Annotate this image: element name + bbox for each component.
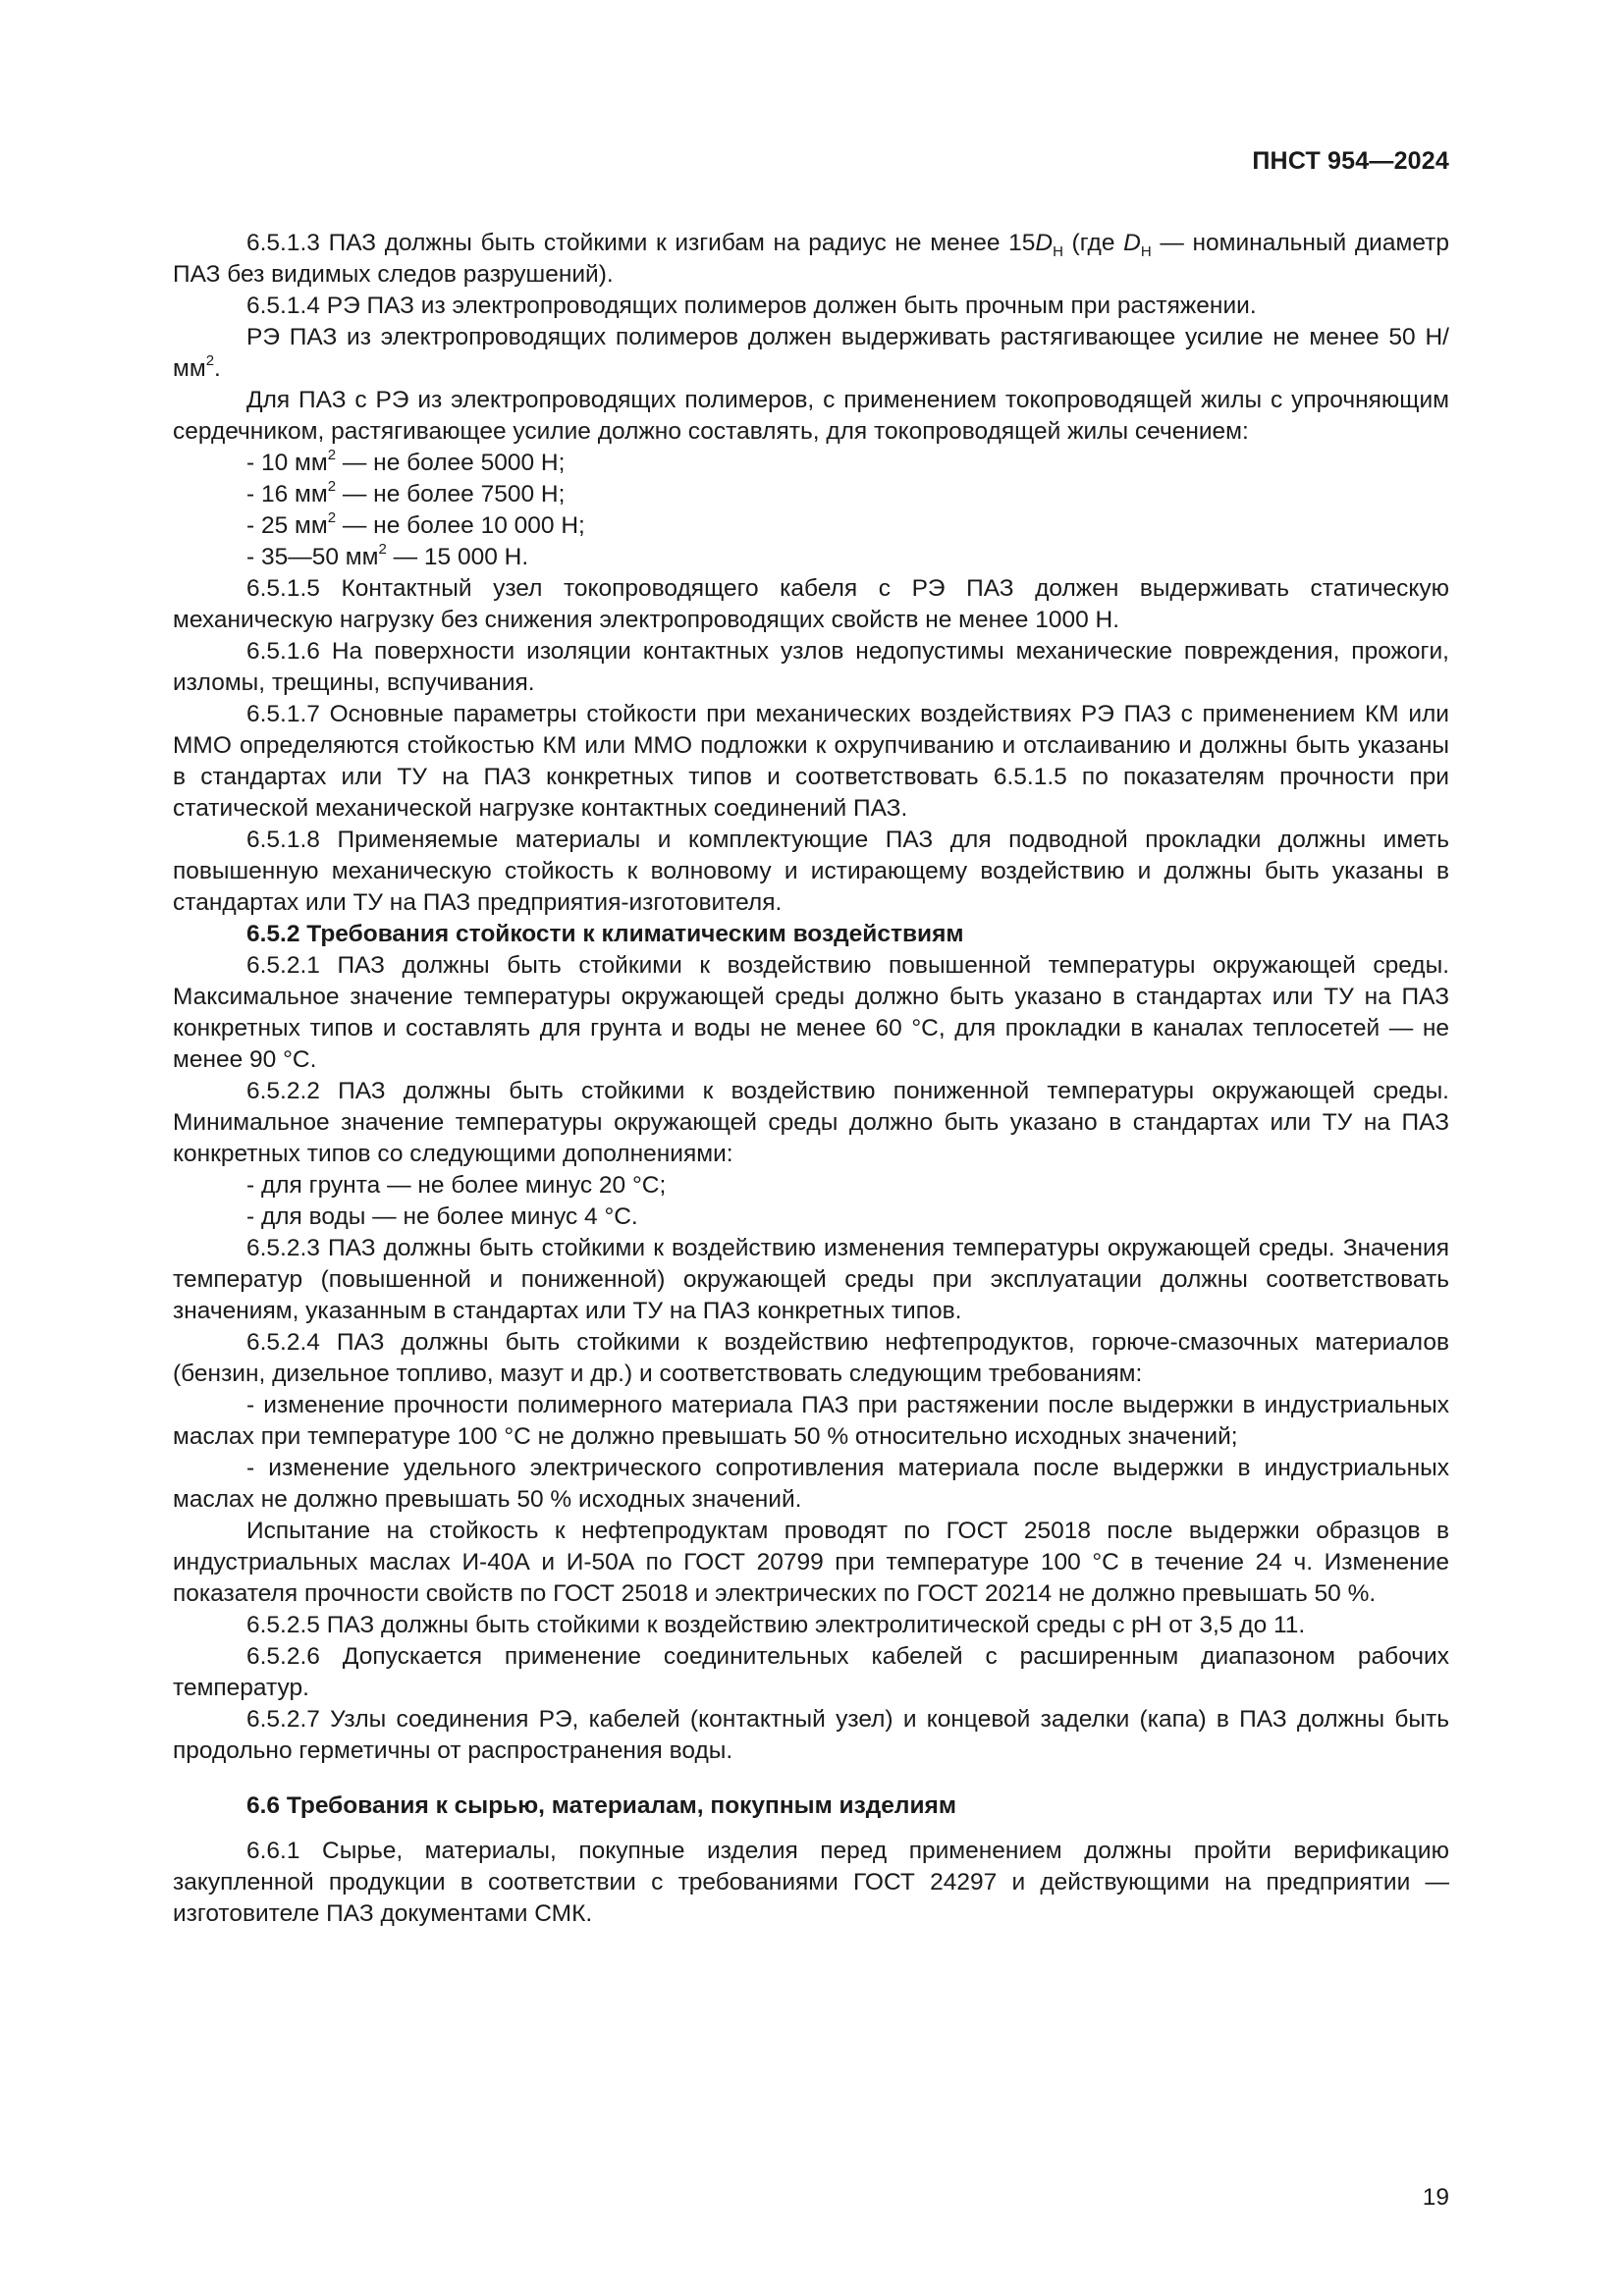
clause-text: . bbox=[214, 355, 221, 382]
list-text: — не более 7500 Н; bbox=[336, 481, 566, 507]
list-text: - 16 мм bbox=[246, 481, 328, 507]
symbol-d: D bbox=[1123, 230, 1141, 256]
clause-6-5-2-6: 6.5.2.6 Допускается применение соединительных кабелей с расширенным диапазоном рабочих температур. bbox=[173, 1643, 1449, 1701]
list-item: - для воды — не более минус 4 °С. bbox=[246, 1203, 638, 1230]
list-text: - 25 мм bbox=[246, 512, 328, 539]
subsection-heading-6-5-2: 6.5.2 Требования стойкости к климатическим воздействиям bbox=[246, 921, 964, 947]
list-text: — не более 5000 Н; bbox=[336, 450, 566, 476]
clause-6-5-1-7: 6.5.1.7 Основные параметры стойкости при механических воздействиях РЭ ПАЗ с применением КМ или ММО определяются стойкостью КМ или ММО подложки к охрупчиванию и отслаиванию и должны быть указаны в стандартах или ТУ на ПАЗ конкретных типов и соответствовать 6.5.1.5 по показателям прочности при статической механической нагрузке контактных соединений ПАЗ. bbox=[173, 701, 1449, 822]
clause-6-5-1-4-para-b bbox=[173, 322, 1449, 385]
superscript: 2 bbox=[327, 446, 337, 463]
clause-6-5-2-4: 6.5.2.4 ПАЗ должны быть стойкими к воздействию нефтепродуктов, горюче-смазочных материалов (бензин, дизельное топливо, мазут и др.) и соответствовать следующим требованиям: bbox=[173, 1329, 1449, 1387]
clause-text: — номинальный диаметр ПАЗ без видимых следов разрушений). bbox=[173, 230, 1449, 288]
clause-6-5-1-5: 6.5.1.5 Контактный узел токопроводящего кабеля с РЭ ПАЗ должен выдерживать статическую механическую нагрузку без снижения электропроводящих свойств не менее 1000 Н. bbox=[173, 575, 1449, 633]
list-item bbox=[173, 479, 1449, 510]
symbol-d: D bbox=[1035, 230, 1054, 256]
clause-6-5-2-5: 6.5.2.5 ПАЗ должны быть стойкими к воздействию электролитической среды с рН от 3,5 до 11. bbox=[246, 1612, 1306, 1638]
clause-6-5-2-2: 6.5.2.2 ПАЗ должны быть стойкими к воздействию пониженной температуры окружающей среды. Минимальное значение температуры окружающей среды должно быть указано в стандартах или ТУ на ПАЗ конкретных типов со следующими дополнениями: bbox=[173, 1078, 1449, 1167]
list-item bbox=[173, 448, 1449, 479]
superscript: 2 bbox=[205, 351, 215, 369]
list-text: — не более 10 000 Н; bbox=[336, 512, 585, 539]
list-item bbox=[173, 510, 1449, 542]
clause-text: 6.5.1.3 ПАЗ должны быть стойкими к изгибам на радиус не менее 15 bbox=[246, 230, 1036, 256]
clause-6-5-2-7: 6.5.2.7 Узлы соединения РЭ, кабелей (контактный узел) и концевой заделки (капа) в ПАЗ должны быть продольно герметичны от распространения воды. bbox=[173, 1706, 1449, 1764]
clause-6-5-1-4-para-c: Для ПАЗ с РЭ из электропроводящих полимеров, с применением токопроводящей жилы с упрочняющим сердечником, растягивающее усилие должно составлять, для токопроводящей жилы сечением: bbox=[173, 387, 1449, 445]
document-body bbox=[173, 228, 1449, 1930]
clause-text: (где bbox=[1062, 230, 1124, 256]
subscript: Н bbox=[1053, 242, 1063, 260]
subscript: Н bbox=[1140, 242, 1152, 260]
clause-6-5-1-6: 6.5.1.6 На поверхности изоляции контактных узлов недопустимы механические повреждения, прожоги, изломы, трещины, вспучивания. bbox=[173, 638, 1449, 696]
document-code-header: ПНСТ 954—2024 bbox=[1252, 147, 1449, 175]
superscript: 2 bbox=[378, 540, 387, 558]
clause-6-5-2-1: 6.5.2.1 ПАЗ должны быть стойкими к воздействию повышенной температуры окружающей среды. Максимальное значение температуры окружающей среды должно быть указано в стандартах или ТУ на ПАЗ конкретных типов и составлять для грунта и воды не менее 60 °С, для прокладки в каналах теплосетей — не менее 90 °С. bbox=[173, 952, 1449, 1073]
clause-6-5-1-8: 6.5.1.8 Применяемые материалы и комплектующие ПАЗ для подводной прокладки должны иметь повышенную механическую стойкость к волновому и истирающему воздействию и должны быть указаны в стандартах или ТУ на ПАЗ предприятия-изготовителя. bbox=[173, 827, 1449, 916]
list-text: - 10 мм bbox=[246, 450, 328, 476]
clause-6-5-1-3 bbox=[173, 228, 1449, 291]
list-item: - изменение удельного электрического сопротивления материала после выдержки в индустриальных маслах не должно превышать 50 % исходных значений. bbox=[173, 1455, 1449, 1513]
page-number: 19 bbox=[1422, 2184, 1449, 2211]
clause-6-5-2-4-para-b: Испытание на стойкость к нефтепродуктам проводят по ГОСТ 25018 после выдержки образцов в индустриальных маслах И-40А и И-50А по ГОСТ 20799 при температуре 100 °С в течение 24 ч. Изменение показателя прочности свойств по ГОСТ 25018 и электрических по ГОСТ 20214 не должно превышать 50 %. bbox=[173, 1518, 1449, 1607]
clause-6-6-1: 6.6.1 Сырье, материалы, покупные изделия перед применением должны пройти верификацию закупленной продукции в соответствии с требованиями ГОСТ 24297 и действующими на предприятии — изготовителе ПАЗ документами СМК. bbox=[173, 1838, 1449, 1927]
clause-6-5-1-4: 6.5.1.4 РЭ ПАЗ из электропроводящих полимеров должен быть прочным при растяжении. bbox=[246, 293, 1257, 319]
list-item: - для грунта — не более минус 20 °С; bbox=[246, 1172, 667, 1199]
list-text: — 15 000 Н. bbox=[386, 544, 529, 570]
list-item bbox=[173, 542, 1449, 573]
superscript: 2 bbox=[327, 477, 337, 495]
clause-6-5-2-3: 6.5.2.3 ПАЗ должны быть стойкими к воздействию изменения температуры окружающей среды. Значения температур (повышенной и пониженной) окружающей среды при эксплуатации должны соответствовать значениям, указанным в стандартах или ТУ на ПАЗ конкретных типов. bbox=[173, 1235, 1449, 1324]
superscript: 2 bbox=[327, 508, 337, 526]
clause-text: РЭ ПАЗ из электропроводящих полимеров должен выдерживать растягивающее усилие не менее 50 Н/мм bbox=[173, 324, 1449, 382]
list-item: - изменение прочности полимерного материала ПАЗ при растяжении после выдержки в индустриальных маслах при температуре 100 °С не должно превышать 50 % относительно исходных значений; bbox=[173, 1392, 1449, 1450]
list-text: - 35—50 мм bbox=[246, 544, 379, 570]
section-heading-6-6: 6.6 Требования к сырью, материалам, покупным изделиям bbox=[246, 1792, 956, 1819]
